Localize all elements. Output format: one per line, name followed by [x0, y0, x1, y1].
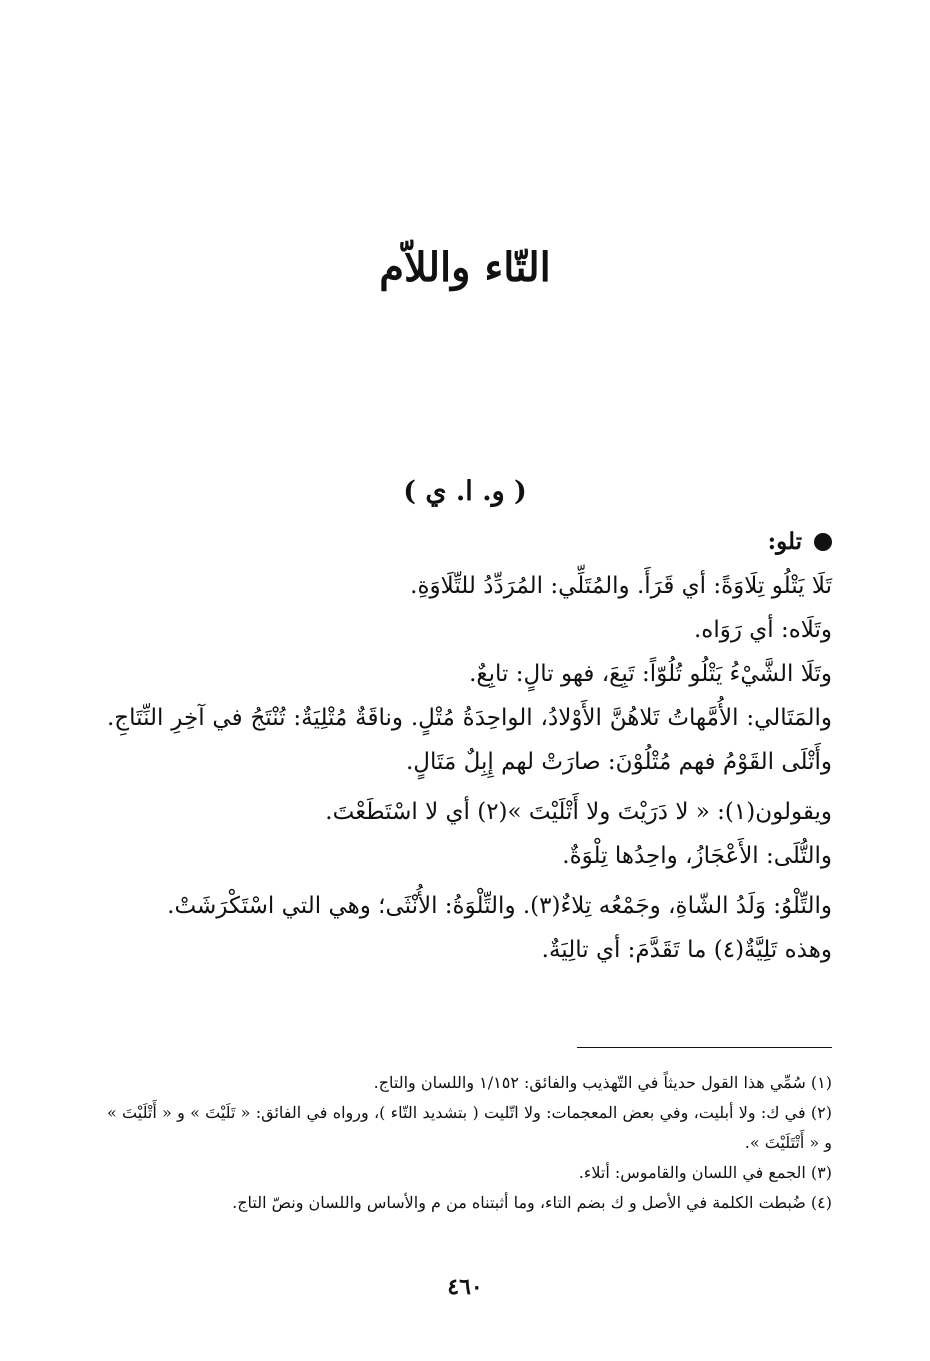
chapter-title: التّاء واللاّم — [379, 244, 551, 291]
text-line-3: وتَلَا الشَّيْءُ يَتْلُو تُلُوّاً: تَبِعَ، فهو تالٍ: تابِعٌ. — [469, 661, 832, 687]
footnote-divider — [577, 1047, 832, 1048]
text-line-1: تَلَا يَتْلُو تِلَاوَةً: أي قَرَأَ. والمُتَلِّي: المُرَدِّدُ للتِّلَاوَةِ. — [410, 573, 832, 599]
paragraph-mutali: والمَتَالي: الأُمَّهاتُ تَلاهُنَّ الأَوْلادُ، الواحِدَةُ مُتْلٍ. وناقَةٌ مُتْلِيَةٌ: تُنْتَجُ في آخِرِ النِّتَاجِ. وأَتْلَى القَوْمُ فهم مُتْلُوْنَ: صارَتْ لهم إِبِلٌ مَتَالٍ. — [107, 705, 832, 775]
page-number: ٤٦٠ — [447, 1274, 483, 1300]
text-line-4: ويقولون(١): « لا دَرَيْتَ ولا أَتْلَيْتَ »(٢) أي لا اسْتَطَعْتَ. — [325, 799, 832, 825]
text-line-5: والتُّلَى: الأَعْجَازُ، واحِدُها تِلْوَةٌ. — [562, 843, 832, 869]
entry-headword — [107, 520, 832, 564]
bullet-icon — [814, 533, 832, 551]
text-line-2: وتَلَاه: أي رَوَاه. — [693, 617, 832, 643]
footnote-4: (٤) ضُبطت الكلمة في الأصل و ك بضم التاء، وما أثبتناه من م والأساس واللسان ونصّ التاج. — [232, 1193, 832, 1212]
paragraph-tilw: والتِّلْوُ: وَلَدُ الشّاةِ، وجَمْعُه تِلاءٌ(٣). والتِّلْوَةُ: الأُنْثَى؛ وهي التي اسْتَكْرَشَتْ. — [167, 893, 832, 919]
footnotes — [107, 1068, 832, 1218]
root-heading: ( و. ا. ي ) — [403, 476, 527, 507]
footnote-1: (١) سُمِّي هذا القول حديثاً في التّهذيب والفائق: ١/١٥٢ واللسان والتاج. — [373, 1073, 832, 1092]
text-line-6: وهذه تَلِيَّةٌ(٤) ما تَقَدَّمَ: أي تالِيَةٌ. — [541, 937, 832, 963]
footnote-2: (٢) في ك: ولا أبليت، وفي بعض المعجمات: ولا اتّليت ( بتشديد التّاء )، ورواه في الفائق: « تَلَيْتَ » و « أَتْلَيْتَ » و « أَتْتَلَيْتَ ». — [107, 1103, 832, 1152]
entry-word: تلو: — [767, 528, 802, 555]
entry-body — [107, 520, 832, 972]
footnote-3: (٣) الجمع في اللسان والقاموس: أتلاء. — [578, 1163, 832, 1182]
